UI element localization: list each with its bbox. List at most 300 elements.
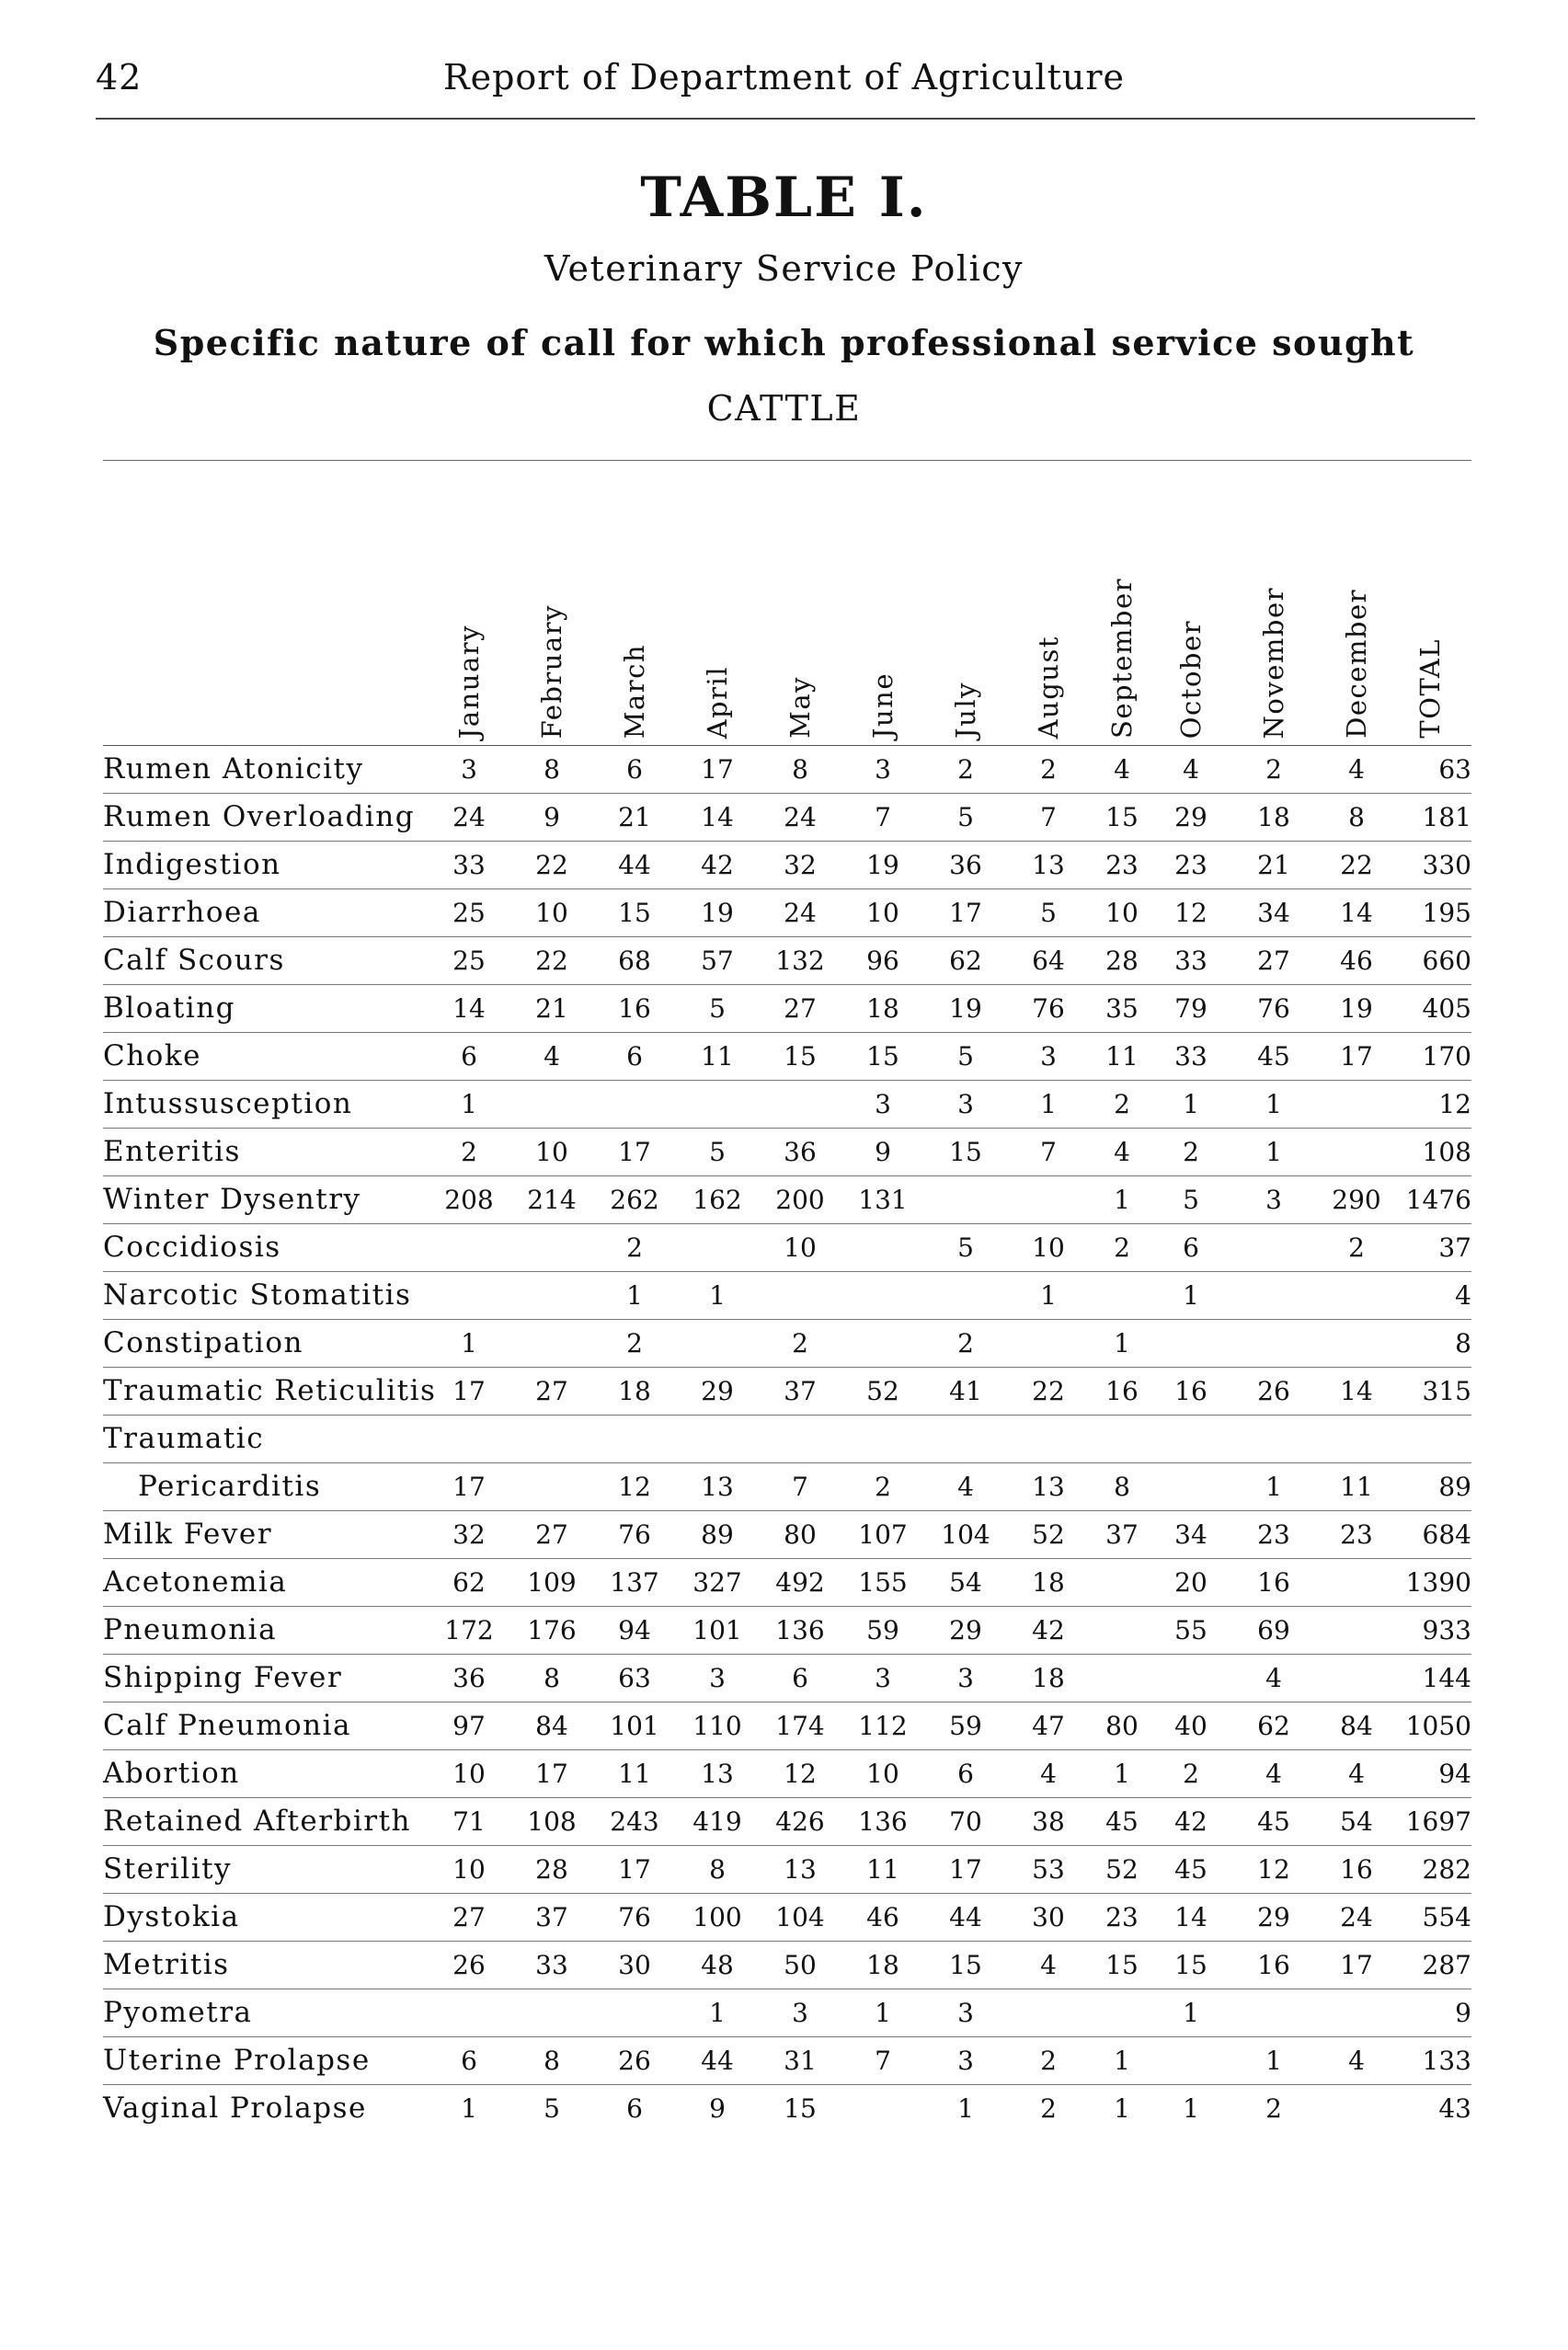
table-cell: 6 (626, 2093, 643, 2124)
column-header-total: TOTAL (1414, 638, 1446, 739)
table-cell: 243 (610, 1806, 659, 1837)
table-cell: 13 (784, 1854, 817, 1885)
table-cell: 2 (1114, 1232, 1130, 1263)
table-cell: 1 (1183, 1998, 1199, 2028)
table-cell: 101 (692, 1615, 742, 1645)
policy-title: Veterinary Service Policy (544, 248, 1024, 289)
table-cell: 6 (957, 1759, 974, 1789)
table-row (0, 1273, 1568, 1321)
table-cell: 62 (949, 946, 982, 976)
table-cell: 208 (444, 1185, 494, 1215)
row-label: Rumen Overloading (103, 800, 416, 833)
table-cell: 4 (1265, 1759, 1282, 1789)
table-row (0, 1608, 1568, 1656)
total-cell: 282 (1422, 1854, 1471, 1885)
table-cell: 76 (1257, 993, 1290, 1024)
table-cell: 12 (1174, 898, 1207, 928)
table-cell: 6 (626, 754, 643, 785)
table-cell: 18 (1032, 1567, 1065, 1598)
table-cell: 52 (866, 1376, 899, 1406)
table-cell: 34 (1174, 1519, 1207, 1550)
table-cell: 5 (709, 993, 726, 1024)
table-cell: 29 (949, 1615, 982, 1645)
table-row (0, 938, 1568, 986)
table-cell: 176 (527, 1615, 577, 1645)
table-cell: 1 (1114, 1185, 1130, 1215)
row-label: Retained Afterbirth (103, 1805, 411, 1838)
table-cell: 33 (1174, 1041, 1207, 1072)
table-cell: 492 (775, 1567, 825, 1598)
table-cell: 7 (875, 2046, 891, 2076)
table-cell: 94 (618, 1615, 651, 1645)
column-header-may: May (784, 676, 816, 739)
table-cell: 14 (1340, 1376, 1373, 1406)
table-cell: 162 (692, 1185, 742, 1215)
table-row (0, 1082, 1568, 1129)
table-cell: 15 (1105, 1950, 1139, 1980)
table-row (0, 1656, 1568, 1703)
row-divider (103, 1462, 1471, 1463)
table-cell: 7 (1040, 802, 1057, 832)
table-cell: 59 (949, 1711, 982, 1741)
table-cell: 62 (452, 1567, 486, 1598)
table-cell: 290 (1332, 1185, 1381, 1215)
table-cell: 22 (1340, 850, 1373, 880)
table-cell: 9 (544, 802, 560, 832)
table-cell: 10 (1105, 898, 1139, 928)
row-divider (103, 1415, 1471, 1416)
column-header-february: February (536, 603, 567, 739)
table-cell: 19 (949, 993, 982, 1024)
table-row (0, 1703, 1568, 1751)
row-label: Pyometra (103, 1996, 253, 2029)
table-cell: 52 (1105, 1854, 1139, 1885)
table-row (0, 2038, 1568, 2086)
table-cell: 37 (535, 1902, 568, 1932)
row-label: Vaginal Prolapse (103, 2092, 367, 2125)
table-cell: 10 (452, 1759, 486, 1789)
row-divider (103, 936, 1471, 937)
table-cell: 44 (949, 1902, 982, 1932)
total-cell: 12 (1438, 1089, 1471, 1119)
table-cell: 23 (1340, 1519, 1373, 1550)
table-cell: 36 (452, 1663, 486, 1693)
table-cell: 2 (957, 754, 974, 785)
table-cell: 6 (792, 1663, 808, 1693)
table-cell: 19 (866, 850, 899, 880)
table-cell: 80 (784, 1519, 817, 1550)
table-cell: 45 (1105, 1806, 1139, 1837)
table-cell: 14 (701, 802, 734, 832)
table-cell: 5 (709, 1137, 726, 1167)
total-cell: 144 (1422, 1663, 1471, 1693)
table-cell: 84 (1340, 1711, 1373, 1741)
table-cell: 6 (461, 2046, 477, 2076)
table-cell: 1 (957, 2093, 974, 2124)
table-cell: 2 (1183, 1759, 1199, 1789)
row-divider (103, 1941, 1471, 1942)
table-cell: 1 (1265, 1137, 1282, 1167)
table-row (0, 1799, 1568, 1847)
table-cell: 37 (784, 1376, 817, 1406)
table-cell: 136 (858, 1806, 908, 1837)
table-cell: 26 (452, 1950, 486, 1980)
table-cell: 31 (784, 2046, 817, 2076)
table-cell: 40 (1174, 1711, 1207, 1741)
table-cell: 15 (1105, 802, 1139, 832)
table-cell: 15 (1174, 1950, 1207, 1980)
table-cell: 16 (1174, 1376, 1207, 1406)
total-cell: 181 (1422, 802, 1471, 832)
column-header-august: August (1033, 635, 1064, 739)
table-cell: 25 (452, 898, 486, 928)
table-cell: 2 (1040, 2046, 1057, 2076)
table-cell: 1 (1040, 1280, 1057, 1311)
row-label: Winter Dysentry (103, 1183, 361, 1216)
table-cell: 1 (1265, 1089, 1282, 1119)
table-cell: 4 (1040, 1759, 1057, 1789)
table-row (0, 843, 1568, 890)
table-cell: 29 (1174, 802, 1207, 832)
total-cell: 94 (1438, 1759, 1471, 1789)
table-cell: 19 (701, 898, 734, 928)
row-divider (103, 841, 1471, 842)
table-cell: 214 (527, 1185, 577, 1215)
table-cell: 5 (957, 802, 974, 832)
table-row (0, 1943, 1568, 1990)
table-cell: 1 (1183, 1280, 1199, 1311)
table-cell: 132 (775, 946, 825, 976)
table-cell: 3 (461, 754, 477, 785)
table-cell: 38 (1032, 1806, 1065, 1837)
row-label: Abortion (103, 1757, 240, 1790)
table-cell: 1 (461, 1328, 477, 1358)
table-cell: 16 (618, 993, 651, 1024)
table-cell: 17 (1340, 1041, 1373, 1072)
table-cell: 15 (784, 2093, 817, 2124)
total-cell: 684 (1422, 1519, 1471, 1550)
table-cell: 35 (1105, 993, 1139, 1024)
table-cell: 2 (875, 1472, 891, 1502)
row-divider (103, 1271, 1471, 1272)
table-cell: 10 (1032, 1232, 1065, 1263)
table-cell: 50 (784, 1950, 817, 1980)
table-cell: 1 (1114, 2093, 1130, 2124)
table-cell: 112 (858, 1711, 908, 1741)
table-cell: 2 (1183, 1137, 1199, 1167)
table-cell: 13 (1032, 850, 1065, 880)
row-divider (103, 1223, 1471, 1224)
table-cell: 33 (1174, 946, 1207, 976)
table-cell: 8 (1348, 802, 1365, 832)
total-cell: 330 (1422, 850, 1471, 880)
table-cell: 71 (452, 1806, 486, 1837)
table-cell: 46 (866, 1902, 899, 1932)
table-cell: 22 (1032, 1376, 1065, 1406)
table-cell: 23 (1105, 1902, 1139, 1932)
total-cell: 43 (1438, 2093, 1471, 2124)
title-rule (103, 460, 1471, 461)
table-cell: 24 (784, 802, 817, 832)
total-cell: 63 (1438, 754, 1471, 785)
table-cell: 100 (692, 1902, 742, 1932)
column-header-july: July (950, 682, 981, 739)
header-rule (96, 118, 1475, 120)
table-cell: 47 (1032, 1711, 1065, 1741)
row-label: Traumatic Reticulitis (103, 1374, 437, 1407)
table-cell: 5 (544, 2093, 560, 2124)
table-cell: 2 (1348, 1232, 1365, 1263)
table-row (0, 1512, 1568, 1560)
table-row (0, 1321, 1568, 1369)
table-cell: 10 (784, 1232, 817, 1263)
table-cell: 2 (1040, 2093, 1057, 2124)
table-cell: 2 (1040, 754, 1057, 785)
table-row (0, 795, 1568, 843)
total-cell: 170 (1422, 1041, 1471, 1072)
table-cell: 8 (544, 1663, 560, 1693)
table-cell: 36 (784, 1137, 817, 1167)
table-cell: 6 (626, 1041, 643, 1072)
table-cell: 2 (1114, 1089, 1130, 1119)
row-label: Narcotic Stomatitis (103, 1278, 412, 1312)
table-cell: 1 (461, 2093, 477, 2124)
table-cell: 12 (784, 1759, 817, 1789)
table-cell: 18 (866, 1950, 899, 1980)
table-cell: 59 (866, 1615, 899, 1645)
table-cell: 6 (1183, 1232, 1199, 1263)
row-divider (103, 1654, 1471, 1655)
table-cell: 4 (1183, 754, 1199, 785)
table-cell: 76 (1032, 993, 1065, 1024)
table-cell: 17 (949, 898, 982, 928)
table-cell: 107 (858, 1519, 908, 1550)
table-cell: 3 (957, 2046, 974, 2076)
table-cell: 21 (618, 802, 651, 832)
total-cell: 554 (1422, 1902, 1471, 1932)
column-header-march: March (619, 643, 650, 739)
table-cell: 15 (949, 1950, 982, 1980)
table-cell: 45 (1257, 1806, 1290, 1837)
table-row (0, 1751, 1568, 1799)
table-cell: 17 (618, 1854, 651, 1885)
table-cell: 11 (1340, 1472, 1373, 1502)
table-cell: 42 (1032, 1615, 1065, 1645)
table-cell: 131 (858, 1185, 908, 1215)
table-cell: 14 (1174, 1902, 1207, 1932)
table-cell: 9 (875, 1137, 891, 1167)
table-row (0, 1560, 1568, 1608)
total-cell: 315 (1422, 1376, 1471, 1406)
table-cell: 4 (1265, 1663, 1282, 1693)
table-cell: 1 (709, 1280, 726, 1311)
table-cell: 37 (1105, 1519, 1139, 1550)
table-cell: 17 (1340, 1950, 1373, 1980)
total-cell: 8 (1455, 1328, 1471, 1358)
table-cell: 10 (535, 1137, 568, 1167)
table-cell: 44 (701, 2046, 734, 2076)
table-cell: 2 (792, 1328, 808, 1358)
table-cell: 33 (535, 1950, 568, 1980)
table-cell: 7 (792, 1472, 808, 1502)
table-cell: 18 (1032, 1663, 1065, 1693)
table-cell: 9 (709, 2093, 726, 2124)
table-cell: 4 (1114, 1137, 1130, 1167)
total-cell: 287 (1422, 1950, 1471, 1980)
table-row (0, 2086, 1568, 2134)
table-cell: 1 (1183, 1089, 1199, 1119)
row-label: Dystokia (103, 1900, 240, 1933)
table-cell: 29 (1257, 1902, 1290, 1932)
table-cell: 137 (610, 1567, 659, 1598)
table-cell: 52 (1032, 1519, 1065, 1550)
table-cell: 41 (949, 1376, 982, 1406)
table-cell: 30 (1032, 1902, 1065, 1932)
table-cell: 426 (775, 1806, 825, 1837)
table-row (0, 1895, 1568, 1943)
table-cell: 10 (866, 898, 899, 928)
row-label: Traumatic (103, 1422, 265, 1455)
table-cell: 24 (784, 898, 817, 928)
table-cell: 54 (949, 1567, 982, 1598)
table-cell: 12 (618, 1472, 651, 1502)
column-header-november: November (1258, 586, 1289, 739)
table-cell: 27 (535, 1519, 568, 1550)
table-cell: 16 (1105, 1376, 1139, 1406)
table-cell: 97 (452, 1711, 486, 1741)
table-cell: 3 (957, 1089, 974, 1119)
table-cell: 3 (1040, 1041, 1057, 1072)
table-cell: 62 (1257, 1711, 1290, 1741)
table-cell: 15 (866, 1041, 899, 1072)
table-cell: 5 (1183, 1185, 1199, 1215)
row-label: Sterility (103, 1852, 233, 1886)
table-cell: 7 (875, 802, 891, 832)
table-cell: 16 (1340, 1854, 1373, 1885)
table-cell: 30 (618, 1950, 651, 1980)
row-label: Shipping Fever (103, 1661, 343, 1694)
table-row (0, 1847, 1568, 1895)
table-cell: 46 (1340, 946, 1373, 976)
total-cell: 4 (1455, 1280, 1471, 1311)
row-divider (103, 1893, 1471, 1894)
column-header-january: January (453, 624, 485, 739)
table-cell: 27 (535, 1376, 568, 1406)
table-cell: 54 (1340, 1806, 1373, 1837)
table-cell: 1 (1114, 1759, 1130, 1789)
table-cell: 29 (701, 1376, 734, 1406)
running-title: Report of Department of Agriculture (443, 57, 1125, 97)
row-divider (103, 2084, 1471, 2085)
table-cell: 11 (618, 1759, 651, 1789)
total-cell: 1390 (1405, 1567, 1471, 1598)
table-cell: 64 (1032, 946, 1065, 976)
table-cell: 19 (1340, 993, 1373, 1024)
table-cell: 1 (1114, 1328, 1130, 1358)
table-cell: 3 (957, 1663, 974, 1693)
total-cell: 405 (1422, 993, 1471, 1024)
total-cell: 37 (1438, 1232, 1471, 1263)
total-cell: 9 (1455, 1998, 1471, 2028)
table-cell: 262 (610, 1185, 659, 1215)
total-cell: 133 (1422, 2046, 1471, 2076)
table-cell: 110 (692, 1711, 742, 1741)
row-divider (103, 1845, 1471, 1846)
row-divider (103, 1510, 1471, 1511)
total-cell: 1476 (1405, 1185, 1471, 1215)
column-header-june: June (867, 671, 898, 739)
table-cell: 17 (618, 1137, 651, 1167)
row-label: Enteritis (103, 1135, 241, 1168)
table-row (0, 890, 1568, 938)
table-cell: 44 (618, 850, 651, 880)
table-cell: 33 (452, 850, 486, 880)
table-cell: 200 (775, 1185, 825, 1215)
table-cell: 8 (709, 1854, 726, 1885)
table-cell: 4 (1040, 1950, 1057, 1980)
row-label: Bloating (103, 992, 236, 1025)
table-cell: 2 (626, 1328, 643, 1358)
table-cell: 28 (535, 1854, 568, 1885)
table-cell: 4 (1348, 2046, 1365, 2076)
table-cell: 4 (957, 1472, 974, 1502)
table-cell: 76 (618, 1519, 651, 1550)
table-subtitle: Specific nature of call for which professional service sought (153, 322, 1415, 363)
row-divider (103, 1319, 1471, 1320)
table-cell: 13 (701, 1759, 734, 1789)
table-cell: 4 (544, 1041, 560, 1072)
table-row (0, 747, 1568, 795)
table-cell: 34 (1257, 898, 1290, 928)
table-cell: 18 (1257, 802, 1290, 832)
table-row (0, 1129, 1568, 1177)
table-cell: 26 (1257, 1376, 1290, 1406)
table-cell: 5 (957, 1041, 974, 1072)
table-cell: 327 (692, 1567, 742, 1598)
column-header-september: September (1106, 578, 1138, 739)
table-cell: 4 (1348, 754, 1365, 785)
table-cell: 12 (1257, 1854, 1290, 1885)
table-cell: 1 (875, 1998, 891, 2028)
table-cell: 2 (461, 1137, 477, 1167)
row-divider (103, 1080, 1471, 1081)
table-cell: 10 (452, 1854, 486, 1885)
table-cell: 104 (775, 1902, 825, 1932)
table-cell: 8 (1114, 1472, 1130, 1502)
table-cell: 24 (1340, 1902, 1373, 1932)
table-cell: 14 (452, 993, 486, 1024)
table-cell: 419 (692, 1806, 742, 1837)
table-cell: 57 (701, 946, 734, 976)
table-cell: 53 (1032, 1854, 1065, 1885)
row-label: Milk Fever (103, 1518, 273, 1551)
table-row (0, 1416, 1568, 1464)
table-cell: 1 (1265, 1472, 1282, 1502)
table-cell: 18 (866, 993, 899, 1024)
table-row (0, 1990, 1568, 2038)
row-label: Intussusception (103, 1087, 353, 1120)
table-cell: 18 (618, 1376, 651, 1406)
table-cell: 3 (875, 1663, 891, 1693)
table-cell: 11 (866, 1854, 899, 1885)
table-cell: 17 (452, 1376, 486, 1406)
table-cell: 104 (941, 1519, 990, 1550)
total-cell: 1050 (1405, 1711, 1471, 1741)
table-cell: 10 (535, 898, 568, 928)
table-cell: 69 (1257, 1615, 1290, 1645)
row-divider (103, 2036, 1471, 2037)
total-cell: 108 (1422, 1137, 1471, 1167)
